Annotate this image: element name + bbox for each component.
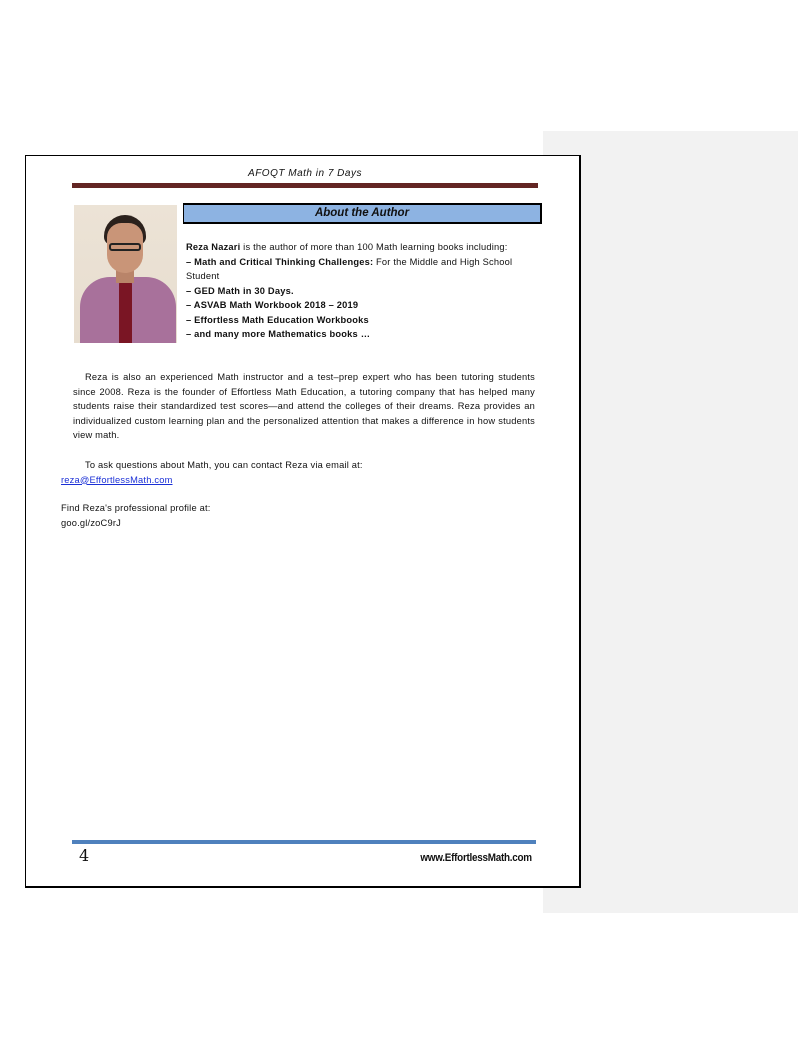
book-title: – Effortless Math Education Workbooks bbox=[186, 314, 369, 325]
intro-line bbox=[186, 240, 526, 255]
photo-glasses bbox=[109, 243, 141, 251]
bio-paragraph: Reza is also an experienced Math instructor and a test–prep expert who has been tutoring students since 2008. Reza is the founder of Effortless Math Education, a tutoring company that has helped many students raise their standardized test scores—and attend the colleges of their dreams. Reza provides an individualized custom learning plan and the personalized attention that makes a difference in how students view math. bbox=[73, 372, 535, 441]
photo-tie bbox=[119, 281, 132, 343]
document-page bbox=[25, 155, 581, 888]
book-item bbox=[186, 298, 526, 313]
book-item bbox=[186, 327, 526, 342]
header-rule bbox=[72, 183, 538, 188]
book-title: – Math and Critical Thinking Challenges: bbox=[186, 256, 374, 267]
book-subtitle: For the Middle and High School Student bbox=[186, 256, 513, 281]
profile-text: Find Reza's professional profile at: bbox=[61, 503, 211, 513]
section-heading: About the Author bbox=[183, 203, 542, 224]
book-item bbox=[186, 284, 526, 299]
author-name: Reza Nazari bbox=[186, 242, 241, 252]
book-item bbox=[186, 313, 526, 328]
footer-website: www.EffortlessMath.com bbox=[420, 852, 532, 864]
book-title: – GED Math in 30 Days. bbox=[186, 285, 294, 296]
comment-pane bbox=[543, 131, 798, 913]
profile-link: goo.gl/zoC9rJ bbox=[61, 517, 121, 528]
profile-block bbox=[61, 501, 531, 530]
author-intro bbox=[186, 240, 526, 342]
footer-rule bbox=[72, 840, 536, 844]
running-header-title: AFOQT Math in 7 Days bbox=[248, 168, 362, 179]
contact-block bbox=[61, 458, 531, 487]
intro-text: is the author of more than 100 Math learning books including: bbox=[240, 242, 508, 252]
author-photo bbox=[74, 205, 177, 343]
book-title: – ASVAB Math Workbook 2018 – 2019 bbox=[186, 300, 359, 310]
email-link[interactable]: reza@EffortlessMath.com bbox=[61, 474, 173, 485]
book-item bbox=[186, 255, 526, 284]
page-number: 4 bbox=[79, 846, 90, 865]
book-title: – and many more Mathematics books … bbox=[186, 329, 371, 339]
contact-text: To ask questions about Math, you can contact Reza via email at: bbox=[85, 460, 363, 470]
